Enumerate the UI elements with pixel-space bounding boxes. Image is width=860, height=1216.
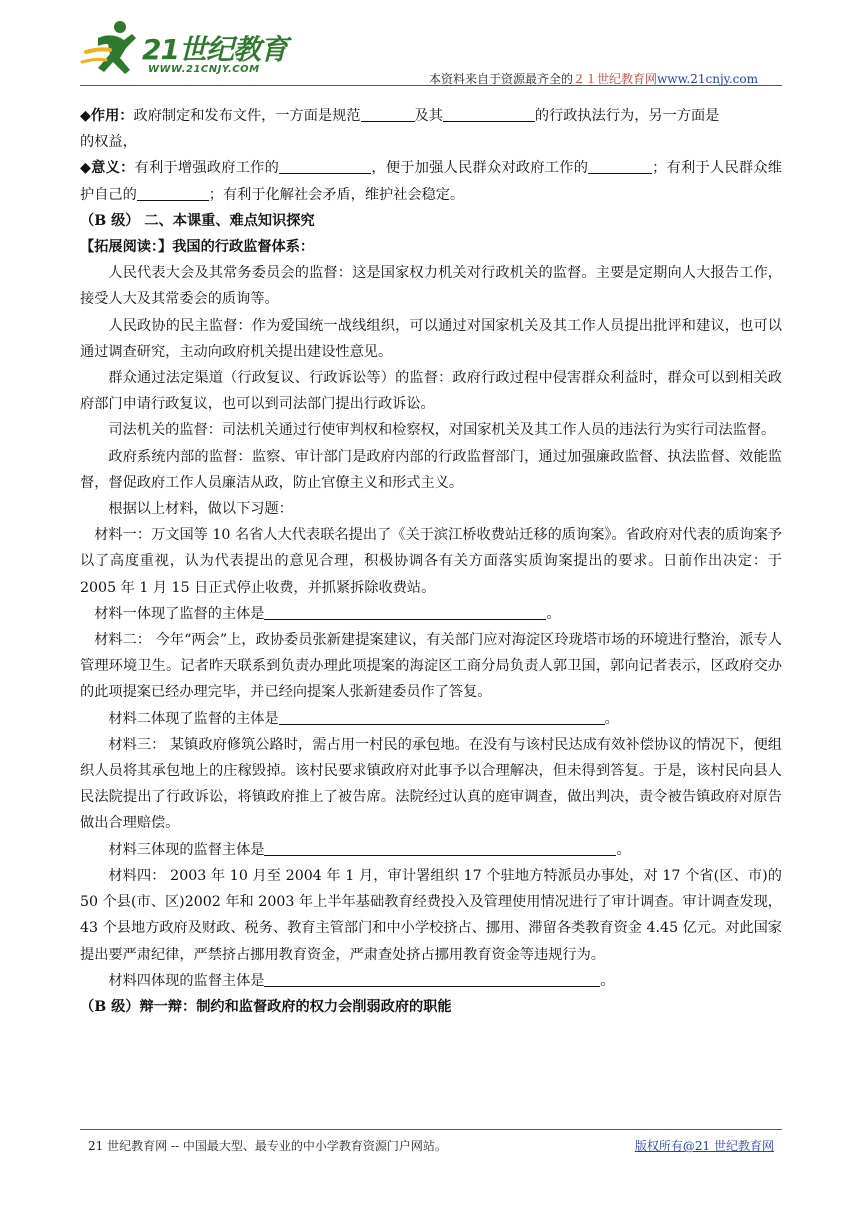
header-site-url[interactable]: www.21cnjy.com (657, 72, 758, 86)
paragraph-npc: 人民代表大会及其常务委员会的监督：这是国家权力机关对行政机关的监督。主要是定期向人大报告工作，接受人大及其常委会的质询等。 (80, 265, 782, 308)
role-text-d: 的权益， (80, 134, 137, 151)
footer-text: 21 世纪教育网 -- 中国最大型、最专业的中小学教育资源门户网站。 (88, 1139, 447, 1153)
header-rule (80, 85, 782, 86)
role-text-a: 政府制定和发布文件，一方面是规范 (133, 108, 361, 124)
question-one (80, 601, 782, 627)
page-header (80, 18, 780, 86)
question-two-text: 材料二体现了监督的主体是 (108, 710, 279, 727)
answer-blank-2[interactable] (279, 708, 605, 725)
question-four (80, 968, 782, 994)
period-2: 。 (604, 710, 619, 727)
blank-4[interactable] (588, 157, 652, 174)
material-three: 材料三： 某镇政府修筑公路时，需占用一村民的承包地。在没有与该村民达成有效补偿协议的情况下，便组织人员将其承包地上的庄稼毁掉。该村民要求镇政府对此事予以合理解决，但未得到答复。于是，该村民向县人民法院提出了行政诉讼，将镇政府推上了被告席。法院经过认真的庭审调查，做出判决，责令被告镇政府对原告做出合理赔偿。 (80, 736, 782, 832)
question-three (80, 837, 782, 863)
question-four-text: 材料四体现的监督主体是 (108, 972, 265, 989)
blank-3[interactable] (279, 157, 371, 174)
header-note-prefix: 本资料来自于资源最齐全的 (429, 72, 574, 86)
meaning-text-b: ，便于加强人民群众对政府工作的 (371, 160, 589, 177)
footer-rule (80, 1129, 782, 1130)
meaning-text-c: ；有利于人民群众维护自己的 (80, 160, 782, 203)
question-two (80, 706, 782, 732)
blank-5[interactable] (137, 184, 209, 201)
meaning-text-d: ；有利于化解社会矛盾，维护社会稳定。 (208, 186, 465, 203)
logo-text: 21世纪教育 (142, 33, 287, 66)
paragraph-public: 群众通过法定渠道（行政复议、行政诉讼等）的监督：政府行政过程中侵害群众利益时，群众可以到相关政府部门申请行政复议，也可以到司法部门提出行政诉讼。 (80, 370, 782, 413)
answer-blank-1[interactable] (264, 603, 546, 620)
period-1: 。 (546, 605, 561, 622)
debate-heading: （B 级）辩一辩：制约和监督政府的权力会削弱政府的职能 (80, 998, 452, 1015)
meaning-paragraph (80, 155, 782, 207)
header-site-name[interactable]: ２１世纪教育网 (573, 72, 658, 86)
role-text-c: 的行政执法行为，另一方面是 (534, 108, 720, 124)
role-text-b: 及其 (414, 108, 443, 124)
meaning-text-a: 有利于增强政府工作的 (134, 160, 280, 177)
material-one: 材料一：万文国等 10 名省人大代表联名提出了《关于滨江桥收费站迁移的质询案》。省政府对代表的质询案予以了高度重视，认为代表提出的意见合理，积极协调各有关方面落实质询案提出的要求。日前作出决定：于 2005 年 1 月 15 日正式停止收费，并抓紧拆除收费站。 (80, 527, 782, 596)
answer-blank-4[interactable] (264, 970, 600, 987)
role-paragraph (80, 103, 782, 155)
running-figure-icon (80, 18, 150, 80)
period-4: 。 (600, 972, 615, 989)
meaning-label: ◆意义： (80, 160, 135, 177)
exercise-intro: 根据以上材料，做以下习题： (108, 501, 293, 518)
material-two: 材料二： 今年“两会”上，政协委员张新建提案建议，有关部门应对海淀区玲珑塔市场的环境进行整治，派专人管理环境卫生。记者昨天联系到负责办理此项提案的海淀区工商分局负责人郭卫国，郭向记者表示，区政府交办的此项提案已经办理完毕，并已经向提案人张新建委员作了答复。 (80, 632, 782, 701)
blank-2[interactable] (443, 105, 535, 122)
answer-blank-3[interactable] (264, 839, 616, 856)
document-body (80, 103, 782, 1020)
question-three-text: 材料三体现的监督主体是 (108, 841, 265, 858)
site-logo[interactable] (80, 18, 290, 80)
question-one-text: 材料一体现了监督的主体是 (94, 605, 265, 622)
footer-copyright-link[interactable]: 版权所有@21 世纪教育网 (634, 1139, 774, 1153)
material-four: 材料四： 2003 年 10 月至 2004 年 1 月，审计署组织 17 个驻地方特派员办事处，对 17 个省(区、市)的 50 个县(市、区)2002 年和 2003 年上半年基础教育经费投入及管理使用情况进行了审计调查。审计调查发现，43 个县地方政府及财政、税务、教育主管部门和中小学校挤占、挪用、滞留各类教育资金 4.45 亿元。对此国家提出要严肃纪律，严禁挤占挪用教育资金，严肃查处挤占挪用教育资金等违规行为。 (80, 867, 782, 963)
paragraph-cppcc: 人民政协的民主监督：作为爱国统一战线组织，可以通过对国家机关及其工作人员提出批评和建议，也可以通过调查研究，主动向政府机关提出建设性意见。 (80, 317, 782, 360)
role-label: ◆作用： (80, 108, 134, 124)
section-heading: （B 级） 二、本课重、难点知识探究 (80, 212, 315, 229)
period-3: 。 (616, 841, 631, 858)
logo-url: WWW.21CNJY.COM (148, 64, 260, 75)
blank-1[interactable] (361, 105, 415, 122)
paragraph-judicial: 司法机关的监督：司法机关通过行使审判权和检察权，对国家机关及其工作人员的违法行为实行司法监督。 (108, 422, 776, 439)
reading-title: 【拓展阅读：】我国的行政监督体系： (80, 239, 315, 256)
paragraph-internal: 政府系统内部的监督：监察、审计部门是政府内部的行政监督部门，通过加强廉政监督、执法监督、效能监督，督促政府工作人员廉洁从政，防止官僚主义和形式主义。 (80, 448, 782, 491)
